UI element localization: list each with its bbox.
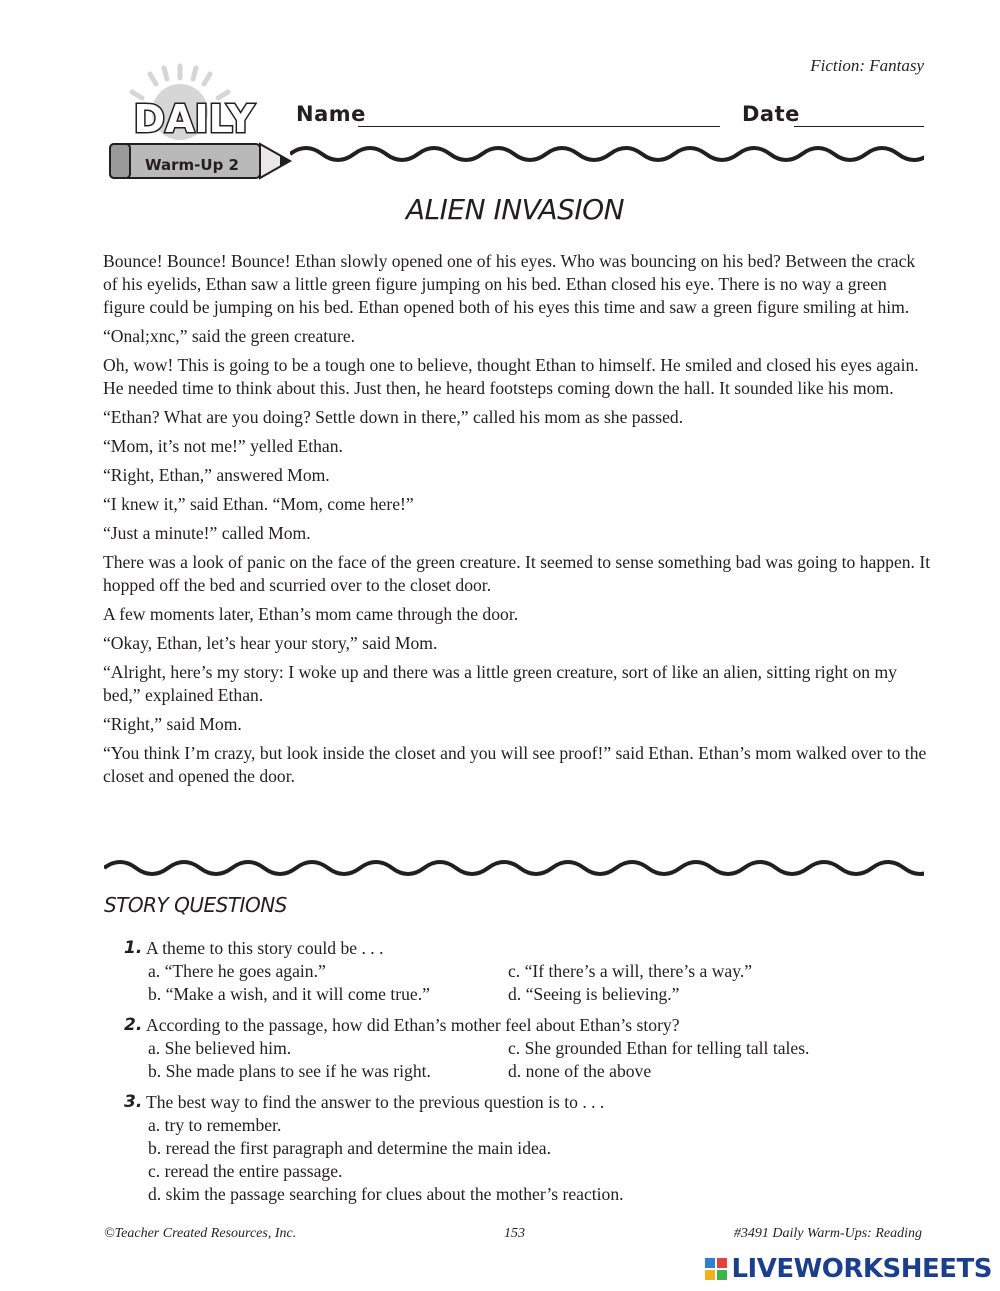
answer-option[interactable]: d. skim the passage searching for clues about the mother’s reaction. bbox=[148, 1184, 624, 1204]
date-label: Date bbox=[742, 102, 800, 126]
brand-text: LIVEWORKSHEETS bbox=[731, 1254, 992, 1284]
questions-heading: STORY QUESTIONS bbox=[104, 893, 287, 917]
story-paragraph: A few moments later, Ethan’s mom came through the door. bbox=[103, 604, 519, 624]
story-paragraph: “Okay, Ethan, let’s hear your story,” said Mom. bbox=[103, 633, 438, 653]
story-paragraph: “I knew it,” said Ethan. “Mom, come here!” bbox=[103, 494, 414, 514]
answer-option[interactable]: b. She made plans to see if he was right. bbox=[148, 1061, 431, 1081]
question-number: 2. bbox=[124, 1015, 143, 1035]
name-line[interactable] bbox=[358, 126, 720, 127]
question-3 bbox=[124, 1091, 924, 1206]
story-title: ALIEN INVASION bbox=[405, 193, 625, 226]
liveworksheets-logo-icon bbox=[705, 1258, 727, 1280]
daily-warm-up-logo bbox=[104, 62, 294, 184]
story-paragraph: “You think I’m crazy, but look inside the closet and you will see proof!” said Ethan. Ethan’s mom walked over to the closet and opened the door. bbox=[103, 743, 927, 786]
story-paragraph: “Ethan? What are you doing? Settle down in there,” called his mom as she passed. bbox=[103, 407, 684, 427]
genre-label: Fiction: Fantasy bbox=[810, 56, 924, 75]
question-stem: A theme to this story could be . . . bbox=[146, 938, 384, 958]
answer-option[interactable]: c. She grounded Ethan for telling tall tales. bbox=[508, 1038, 810, 1058]
logo-word: DAILY bbox=[133, 97, 255, 141]
answer-option[interactable]: b. reread the first paragraph and determine the main idea. bbox=[148, 1138, 552, 1158]
answer-option[interactable]: b. “Make a wish, and it will come true.” bbox=[148, 984, 430, 1004]
answer-option[interactable]: d. “Seeing is believing.” bbox=[508, 984, 680, 1004]
logo-subtitle: Warm-Up 2 bbox=[145, 156, 239, 174]
date-line[interactable] bbox=[794, 126, 924, 127]
story-paragraph: “Mom, it’s not me!” yelled Ethan. bbox=[103, 436, 343, 456]
question-1 bbox=[124, 937, 924, 1006]
footer-copyright: ©Teacher Created Resources, Inc. bbox=[104, 1226, 297, 1241]
question-number: 3. bbox=[124, 1092, 143, 1112]
questions-list bbox=[124, 937, 924, 1214]
footer-page-number: 153 bbox=[504, 1226, 525, 1241]
answer-option[interactable]: a. “There he goes again.” bbox=[148, 961, 326, 981]
story-paragraph: “Alright, here’s my story: I woke up and there was a little green creature, sort of like an alien, sitting right on my bed,” explained Ethan. bbox=[103, 662, 897, 705]
answer-option[interactable]: c. “If there’s a will, there’s a way.” bbox=[508, 961, 753, 981]
question-2 bbox=[124, 1014, 924, 1083]
story-paragraph: There was a look of panic on the face of the green creature. It seemed to sense something bad was going to happen. It hopped off the bed and scurried over to the closet door. bbox=[103, 552, 931, 595]
question-number: 1. bbox=[124, 938, 143, 958]
story-paragraph: “Just a minute!” called Mom. bbox=[103, 523, 311, 543]
answer-option[interactable]: c. reread the entire passage. bbox=[148, 1161, 343, 1181]
answer-option[interactable]: d. none of the above bbox=[508, 1061, 652, 1081]
story-paragraph: “Right,” said Mom. bbox=[103, 714, 242, 734]
answer-option[interactable]: a. try to remember. bbox=[148, 1115, 282, 1135]
story-paragraph: “Right, Ethan,” answered Mom. bbox=[103, 465, 330, 485]
footer-book-title: #3491 Daily Warm-Ups: Reading bbox=[733, 1226, 922, 1241]
story-paragraph: Oh, wow! This is going to be a tough one to believe, thought Ethan to himself. He smiled and closed his eyes again. He needed time to think about this. Just then, he heard footsteps coming down the hall. It sounded like his mom. bbox=[103, 355, 919, 398]
story-passage bbox=[103, 250, 933, 794]
question-stem: The best way to find the answer to the previous question is to . . . bbox=[146, 1092, 605, 1112]
question-stem: According to the passage, how did Ethan’s mother feel about Ethan’s story? bbox=[146, 1015, 680, 1035]
answer-option[interactable]: a. She believed him. bbox=[148, 1038, 292, 1058]
liveworksheets-brand[interactable] bbox=[705, 1254, 992, 1284]
story-paragraph: “Onal;xnc,” said the green creature. bbox=[103, 326, 356, 346]
story-paragraph: Bounce! Bounce! Bounce! Ethan slowly opened one of his eyes. Who was bouncing on his bed? Between the crack of his eyelids, Ethan saw a little green figure jumping on his bed. Ethan closed his eye. There is no way a green figure could be jumping on his bed. Ethan opened both of his eyes this time and saw a green figure smiling at him. bbox=[103, 251, 916, 317]
name-label: Name bbox=[296, 102, 366, 126]
section-wave-divider bbox=[104, 856, 924, 880]
header-wave-divider bbox=[290, 142, 924, 166]
